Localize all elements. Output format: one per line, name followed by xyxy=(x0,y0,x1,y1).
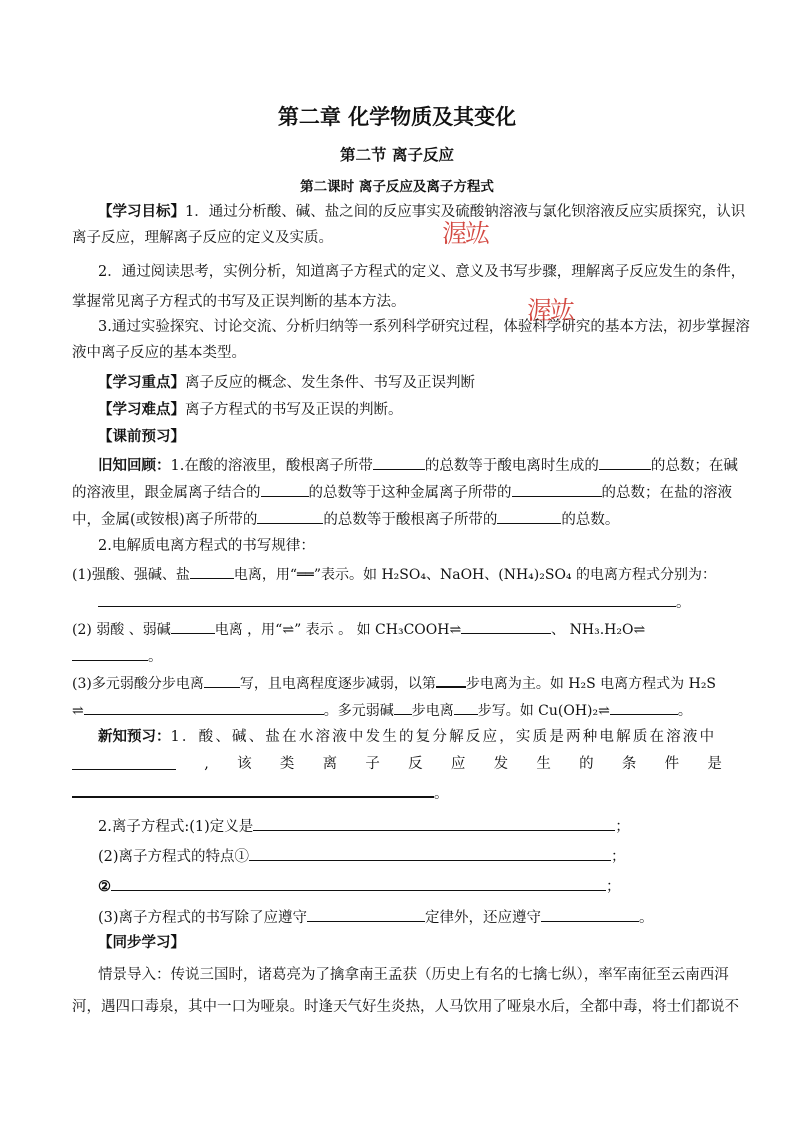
rule-line-3-cont: ⇌ 。多元弱碱 步电离 步写。如 Cu(OH)₂⇌ 。 xyxy=(72,700,722,720)
objective-3-line-1: 3.通过实验探究、讨论交流、分析归纳等一系列科学研究过程，体验科学研究的基本方法，初步掌握溶 xyxy=(98,319,750,335)
chapter-title: 第二章 化学物质及其变化 xyxy=(277,104,517,129)
objective-3-line-2: 液中离子反应的基本类型。 xyxy=(72,345,246,361)
review-line-2: 的溶液里，跟金属离子结合的 的总数等于这种金属离子所带的 的总数；在盐的溶液 xyxy=(72,482,722,502)
story-line-1: 情景导入：传说三国时，诸葛亮为了擒拿南王孟获（历史上有名的七擒七纵），率军南征至云南西洱 xyxy=(98,967,729,983)
review-line-3: 中，金属(或铵根)离子所带的 的总数等于酸根离子所带的 的总数。 xyxy=(72,509,722,529)
ionic-def-line: 2.离子方程式:(1)定义是 ； xyxy=(98,816,748,836)
objective-2-line-1: 2．通过阅读思考，实例分析，知道离子方程式的定义、意义及书写步骤，理解离子反应发生的条件， xyxy=(98,264,746,280)
review-line-1: 旧知回顾：1.在酸的溶液里，酸根离子所带 的总数等于酸电离时生成的 的总数；在碱 xyxy=(98,457,738,474)
difficulty-line: 【学习难点】离子方程式的书写及正误的判断。 xyxy=(98,401,403,418)
watermark-stamp: 渥竑 xyxy=(442,219,489,248)
newknow-line-1: 新知预习：1．酸、碱、盐在水溶液中发生的复分解反应，实质是两种电解质在溶液中 xyxy=(98,728,717,745)
section-title: 第二节 离子反应 xyxy=(340,145,454,164)
rule-line-3: (3)多元弱酸分步电离 写，且电离程度逐步减弱，以第 步电离为主。如 H₂S 电离方程式为 H₂S xyxy=(72,672,722,693)
objective-1-line-2: 离子反应，理解离子反应的定义及实质。 xyxy=(72,230,333,246)
newknow-line-2: , 该 类 离 子 反 应 发 生 的 条 件 是 xyxy=(72,755,722,773)
rule-line-1-answer: 。 xyxy=(72,592,722,612)
rule-line-2: (2) 弱酸 、弱碱 电离 ，用“⇌” 表示 。 如 CH₃COOH⇌ 、 NH₃.H₂O⇌ xyxy=(72,619,722,639)
rule-line-2-answer: 。 xyxy=(72,646,722,666)
watermark-stamp: 渥竑 xyxy=(527,296,574,325)
ionic-feature-2-line: ② ； xyxy=(98,878,621,895)
rule-heading: 2.电解质电离方程式的书写规律： xyxy=(98,538,315,554)
preview-heading: 【课前预习】 xyxy=(98,428,185,445)
lesson-title: 第二课时 离子反应及离子方程式 xyxy=(300,179,494,195)
story-line-2: 河，遇四口毒泉，其中一口为哑泉。时逢天气好生炎热，人马饮用了哑泉水后，全都中毒，将士们都说不 xyxy=(72,999,739,1015)
ionic-rule-line: (3)离子方程式的书写除了应遵守 定律外，还应遵守 。 xyxy=(98,907,748,927)
ionic-feature-1-line: (2)离子方程式的特点① ； xyxy=(98,846,748,866)
objective-1-line-1: 【学习目标】1．通过分析酸、碱、盐之间的反应事实及硫酸钠溶液与氯化钡溶液反应实质探究，认识 xyxy=(98,203,746,220)
focus-line: 【学习重点】离子反应的概念、发生条件、书写及正误判断 xyxy=(98,374,475,391)
sync-heading: 【同步学习】 xyxy=(98,934,185,951)
newknow-line-3: 。 xyxy=(72,782,722,803)
rule-line-1: (1)强酸、强碱、盐 电离，用“══”表示。如 H₂SO₄、NaOH、(NH₄)₂SO₄ 的电离方程式分别为： xyxy=(72,564,722,584)
objective-2-line-2: 掌握常见离子方程式的书写及正误判断的基本方法。 xyxy=(72,294,406,310)
